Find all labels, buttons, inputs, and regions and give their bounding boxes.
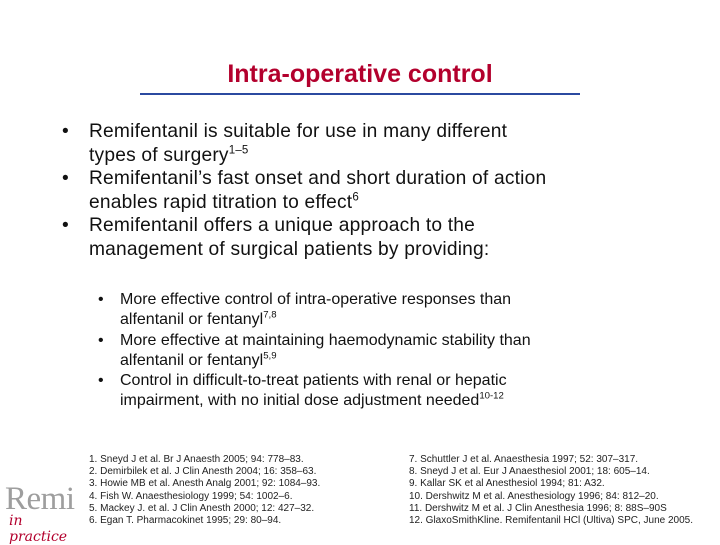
bullet-item — [62, 167, 712, 214]
sub-bullet-line: alfentanil or fentanyl — [120, 311, 264, 329]
references-left-column — [89, 454, 320, 527]
sub-bullet-line: impairment, with no initial dose adjustment needed — [120, 392, 480, 410]
references-right-column — [409, 454, 693, 527]
bullet-glyph: • — [98, 291, 104, 308]
citation-superscript: 5,9 — [263, 350, 277, 362]
reference-item: 2. Demirbilek et al. J Clin Anesth 2004; 16: 358–63. — [89, 466, 317, 478]
reference-item: 12. GlaxoSmithKline. Remifentanil HCl (Ultiva) SPC, June 2005. — [409, 515, 694, 527]
sub-bullet-item — [98, 371, 708, 412]
logo-tagline: in practice — [9, 513, 68, 545]
sub-bullet-line: Control in difficult-to-treat patients with renal or hepatic — [120, 372, 507, 390]
reference-item: 4. Fish W. Anaesthesiology 1999; 54: 1002–6. — [89, 490, 293, 502]
sub-bullet-line: More effective at maintaining haemodynamic stability than — [120, 331, 531, 349]
bullet-item — [62, 214, 712, 261]
bullet-glyph: • — [62, 168, 69, 189]
bullet-line: Remifentanil offers a unique approach to the — [89, 215, 476, 236]
bullet-glyph: • — [62, 215, 69, 236]
title-underline — [140, 93, 580, 95]
citation-superscript: 7,8 — [263, 309, 277, 321]
main-bullet-list — [62, 120, 712, 261]
slide-title: Intra-operative control — [227, 60, 493, 88]
reference-item: 10. Dershwitz M et al. Anesthesiology 1996; 84: 812–20. — [409, 490, 659, 502]
bullet-glyph: • — [98, 372, 104, 390]
reference-item: 7. Schuttler J et al. Anaesthesia 1997; 52: 307–317. — [409, 454, 639, 465]
bullet-line: management of surgical patients by providing: — [89, 238, 490, 260]
reference-item: 11. Dershwitz M et al. J Clin Anesthesia 1996; 8: 88S–90S — [409, 502, 667, 514]
bullet-glyph: • — [98, 331, 104, 349]
sub-bullet-item — [98, 290, 708, 331]
bullet-line: types of surgery — [89, 144, 229, 166]
reference-item: 8. Sneyd J et al. Eur J Anaesthesiol 2001; 18: 605–14. — [409, 466, 650, 478]
reference-item: 5. Mackey J. et al. J Clin Anesth 2000; 12: 427–32. — [89, 502, 315, 514]
citation-superscript: 10-12 — [479, 391, 504, 403]
citation-superscript: 1–5 — [228, 144, 249, 157]
reference-item: 1. Sneyd J et al. Br J Anaesth 2005; 94: 778–83. — [89, 454, 304, 465]
reference-item: 6. Egan T. Pharmacokinet 1995; 29: 80–94. — [89, 515, 282, 527]
bullet-line: Remifentanil is suitable for use in many different — [89, 121, 508, 142]
citation-superscript: 6 — [352, 191, 359, 204]
reference-item: 3. Howie MB et al. Anesth Analg 2001; 92: 1084–93. — [89, 478, 321, 490]
bullet-line: enables rapid titration to effect — [89, 191, 353, 213]
sub-bullet-line: More effective control of intra-operative responses than — [120, 291, 512, 308]
bullet-glyph: • — [62, 121, 69, 142]
remi-in-practice-logo — [5, 481, 75, 545]
sub-bullet-list — [98, 290, 708, 412]
sub-bullet-line: alfentanil or fentanyl — [120, 351, 264, 369]
bullet-line: Remifentanil’s fast onset and short duration of action — [89, 168, 547, 189]
sub-bullet-item — [98, 331, 708, 372]
reference-item: 9. Kallar SK et al Anesthesiol 1994; 81: A32. — [409, 478, 605, 490]
logo-wordmark: Remi — [5, 481, 75, 517]
bullet-item — [62, 120, 712, 167]
